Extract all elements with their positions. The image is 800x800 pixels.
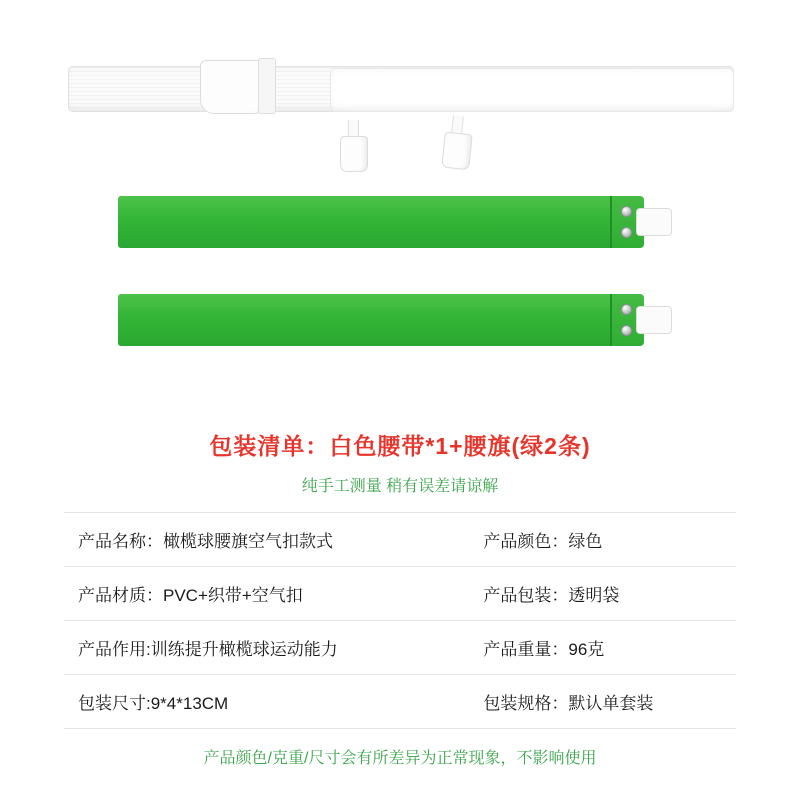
spec-cell-usage: 产品作用:训练提升橄榄球运动能力 xyxy=(78,640,338,659)
green-flag-2 xyxy=(118,294,638,346)
flag-snap-bottom-2 xyxy=(621,325,632,336)
table-row xyxy=(64,567,736,621)
spec-cell-packaging: 产品包装：透明袋 xyxy=(483,586,620,605)
flag-snap-top-1 xyxy=(621,206,632,217)
table-row xyxy=(64,621,736,675)
spec-cell-material: 产品材质：PVC+织带+空气扣 xyxy=(78,586,303,605)
spec-cell-package-spec: 包装规格：默认单套装 xyxy=(483,694,654,713)
spec-cell-name: 产品名称：橄榄球腰旗空气扣款式 xyxy=(78,532,333,551)
specification-table xyxy=(64,512,736,729)
package-list-title: 包装清单：白色腰带*1+腰旗(绿2条) xyxy=(209,433,591,459)
belt-air-clip-right xyxy=(441,132,473,171)
belt-air-clip-left xyxy=(340,136,368,172)
flag-air-clip-2 xyxy=(636,306,672,334)
belt-loop-icon xyxy=(258,58,276,114)
spec-cell-weight: 产品重量：96克 xyxy=(483,640,605,659)
spec-cell-package-size: 包装尺寸:9*4*13CM xyxy=(78,694,229,713)
belt-strap-upper xyxy=(330,68,734,112)
flag-snap-bottom-1 xyxy=(621,227,632,238)
flag-air-clip-1 xyxy=(636,208,672,236)
table-row xyxy=(64,675,736,729)
flag-snap-top-2 xyxy=(621,304,632,315)
spec-cell-color: 产品颜色：绿色 xyxy=(483,532,603,551)
measurement-note: 纯手工测量 稍有误差请谅解 xyxy=(301,478,499,495)
green-flag-1 xyxy=(118,196,638,248)
white-waist-belt xyxy=(68,66,732,112)
table-row xyxy=(64,513,736,567)
disclaimer-note: 产品颜色/克重/尺寸会有所差异为正常现象，不影响使用 xyxy=(203,750,597,767)
